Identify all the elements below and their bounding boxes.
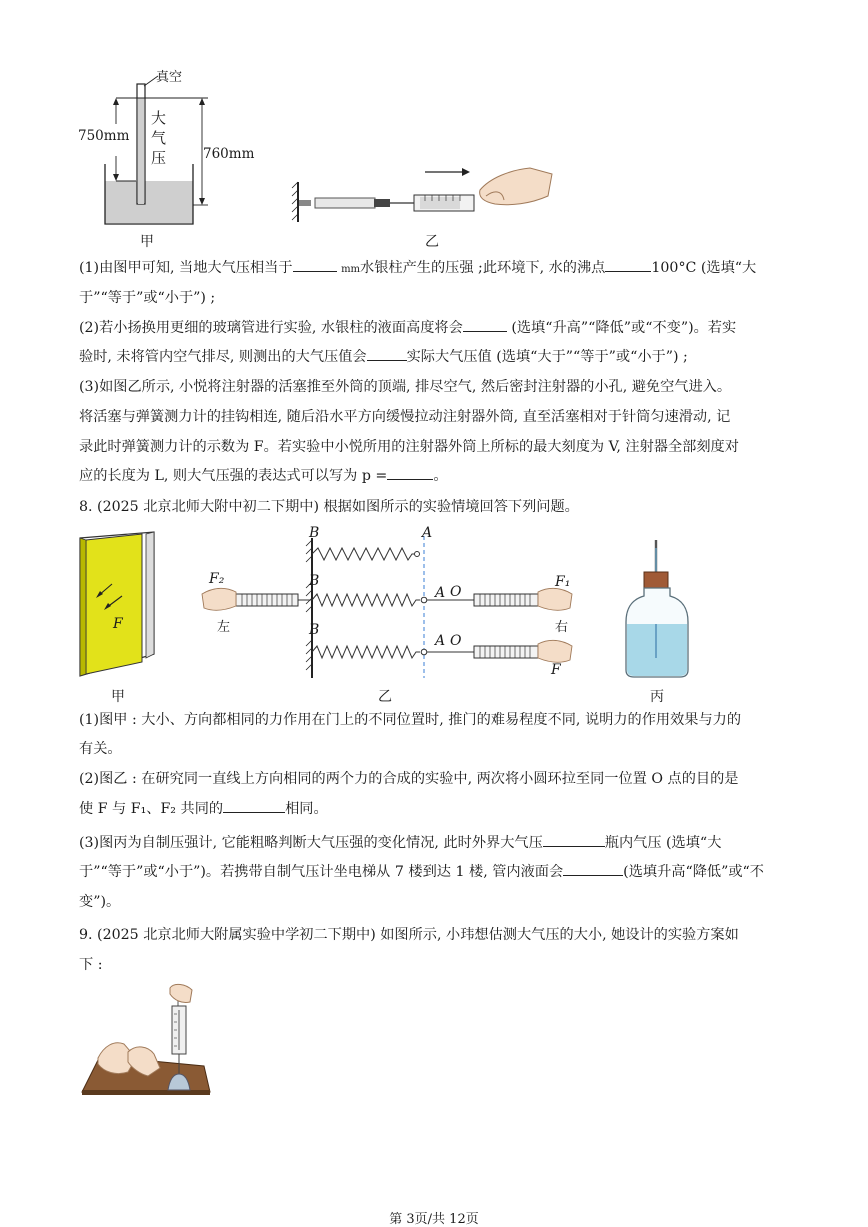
q8-part3-line3: 变”)。 xyxy=(79,894,121,910)
figure-suction-cup xyxy=(78,982,214,1097)
q8-part1-line2: 有关。 xyxy=(79,741,122,757)
q7-part3-line1: (3)如图乙所示, 小悦将注射器的活塞推至外筒的顶端, 排尽空气, 然后密封注射器的小孔, 避免空气进入。 xyxy=(79,379,732,395)
label-A-2: A xyxy=(435,585,446,601)
caption-jia-1: 甲 xyxy=(140,234,154,250)
q9-heading-line1: 9. (2025 北京北师大附属实验中学初二下期中) 如图所示, 小玮想估测大气压的大小, 她设计的实验方案如 xyxy=(79,927,739,943)
label-B-3: B xyxy=(309,622,320,638)
blank-pressure xyxy=(293,258,337,272)
label-A-1: A xyxy=(422,525,433,541)
q7-part1-line1: (1)由图甲可知, 当地大气压相当于 mm水银柱产生的压强 ;此环境下, 水的沸点 100°C (选填“大 xyxy=(79,260,757,276)
label-O-1: O xyxy=(450,584,462,600)
q7-part3-line2: 将活塞与弹簧测力计的挂钩相连, 随后沿水平方向缓慢拉动注射器外筒, 直至活塞相对于针筒匀速滑动, 记 xyxy=(79,409,731,425)
q7-part2-line2: 验时, 未将管内空气排尽, 则测出的大气压值会 实际大气压值 (选填“大于”“等于”或“小于”) ; xyxy=(79,349,688,365)
caption-yi-1: 乙 xyxy=(425,234,439,250)
figure-door xyxy=(76,530,158,680)
label-O-2: O xyxy=(450,633,462,649)
figure-barometer-bottle xyxy=(622,538,692,680)
blank-expression xyxy=(387,466,433,480)
blank-boiling xyxy=(605,258,651,272)
blank-effect xyxy=(223,799,285,813)
q8-heading: 8. (2025 北京北师大附中初二下期中) 根据如图所示的实验情境回答下列问题。 xyxy=(79,499,579,515)
door-force-label: F xyxy=(113,616,123,632)
mercury-dish xyxy=(105,181,193,223)
q8-part2-line2: 使 F 与 F₁、F₂ 共同的 相同。 xyxy=(79,801,328,817)
label-B-2: B xyxy=(309,573,320,589)
label-F1: F₁ xyxy=(555,574,571,590)
caption-bing: 丙 xyxy=(650,689,664,705)
blank-pressure-compare xyxy=(543,833,605,847)
blank-level xyxy=(563,862,623,876)
q8-part3-line1: (3)图丙为自制压强计, 它能粗略判断大气压强的变化情况, 此时外界大气压 瓶内气压 (选填“大 xyxy=(79,835,722,851)
q7-part2-line1: (2)若小扬换用更细的玻璃管进行实验, 水银柱的液面高度将会 (选填“升高”“降低”或“不变”)。若实 xyxy=(79,320,737,336)
q7-part1-line2: 于”“等于”或“小于”) ; xyxy=(79,290,216,306)
q7-part3-line3: 录此时弹簧测力计的示数为 F。若实验中小悦所用的注射器外筒上所标的最大刻度为 V, 注射器全部刻度对 xyxy=(79,439,739,455)
label-atmosphere: 大 气 压 xyxy=(151,109,167,167)
label-right: 右 xyxy=(555,620,569,635)
q8-part2-line1: (2)图乙 : 在研究同一直线上方向相同的两个力的合成的实验中, 两次将小圆环拉至同一位置 O 点的目的是 xyxy=(79,771,739,787)
label-B-1: B xyxy=(309,525,320,541)
q9-heading-line2: 下 : xyxy=(79,957,103,973)
label-F: F xyxy=(551,662,561,678)
label-left: 左 xyxy=(217,620,231,635)
label-760mm: 760mm xyxy=(203,146,255,162)
label-750mm: 750mm xyxy=(78,128,130,144)
blank-measured xyxy=(367,347,407,361)
label-F2: F₂ xyxy=(209,571,225,587)
q8-part1-line1: (1)图甲 : 大小、方向都相同的力作用在门上的不同位置时, 推门的难易程度不同, 说明力的作用效果与力的 xyxy=(79,712,742,728)
q7-part3-line4: 应的长度为 L, 则大气压强的表达式可以写为 p = 。 xyxy=(79,468,448,484)
blank-height xyxy=(463,318,507,332)
label-vacuum: 真空 xyxy=(156,70,183,85)
figure-springs xyxy=(200,528,575,683)
page-footer: 第 3页/共 12页 xyxy=(389,1212,479,1227)
caption-yi-2: 乙 xyxy=(378,689,392,705)
label-A-3: A xyxy=(435,633,446,649)
caption-jia-2: 甲 xyxy=(111,689,125,705)
figure-syringe xyxy=(290,160,560,230)
q8-part3-line2: 于”“等于”或“小于”)。若携带自制气压计坐电梯从 7 楼到达 1 楼, 管内液面会 (选填升高“降低”或“不 xyxy=(79,864,764,880)
